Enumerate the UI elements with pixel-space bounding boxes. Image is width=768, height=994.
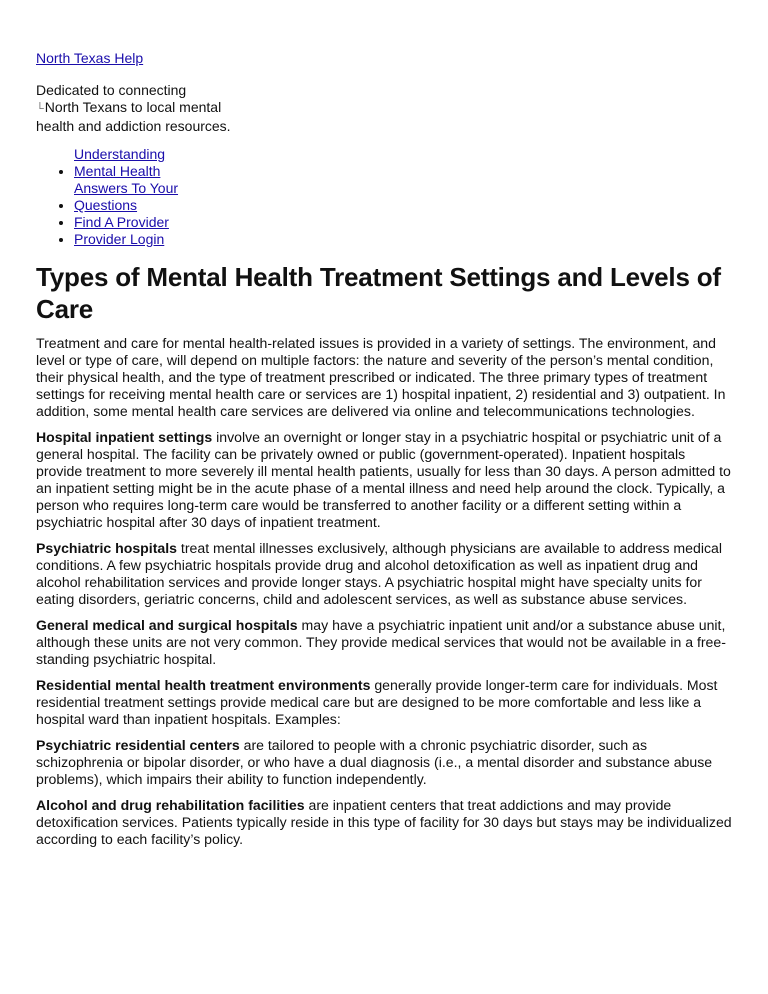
section-paragraph (36, 797, 732, 848)
section-text: treat mental illnesses exclusively, although physicians are available to address medical conditions. A few psychiatric hospitals provide drug and alcohol detoxification as well as inpatient drug and alcohol rehabilitation services and provide longer stays. A psychiatric hospital might have specialty units for eating disorders, geriatric concerns, child and adolescent services, as well as substance abuse services. (36, 540, 722, 607)
section-term: Residential mental health treatment environments (36, 677, 371, 693)
section-term: Psychiatric hospitals (36, 540, 177, 556)
site-home-link[interactable]: North Texas Help (36, 50, 144, 66)
section-paragraph (36, 617, 732, 668)
section-paragraph (36, 737, 732, 788)
section-term: Psychiatric residential centers (36, 737, 240, 753)
section-term: Hospital inpatient settings (36, 429, 213, 445)
nav-link-understanding-mental-health[interactable]: Understanding Mental Health (74, 146, 166, 179)
page-content (36, 50, 732, 848)
section-paragraph (36, 429, 732, 531)
section-text: are inpatient centers that treat addictions and may provide detoxification services. Patients typically reside in this type of facility for 30 days but stays may be individualized according to each facility’s policy. (36, 797, 732, 847)
intro-paragraph: Treatment and care for mental health-related issues is provided in a variety of settings. The environment, and level or type of care, will depend on multiple factors: the nature and severity of the person’s mental condition, their physical health, and the type of treatment prescribed or indicated. The three primary types of treatment settings for receiving mental health care or services are 1) hospital inpatient, 2) residential and 3) outpatient. In addition, some mental health care services are delivered via online and telecommunications technologies. (36, 335, 726, 419)
section-paragraph (36, 677, 732, 728)
tagline-rest: North Texans to local mental health and addiction resources. (36, 99, 231, 134)
section-term: General medical and surgical hospitals (36, 617, 298, 633)
site-tagline (36, 82, 256, 135)
nav-link-provider-login[interactable]: Provider Login (74, 231, 165, 247)
tagline-line1: Dedicated to connecting (36, 82, 187, 98)
nav-item (74, 180, 732, 214)
section-text: may have a psychiatric inpatient unit and/or a substance abuse unit, although these units are not very common. They provide medical services that would not be available in a free-standing psychiatric hospital. (36, 617, 726, 667)
corner-mark-icon: └ (36, 103, 44, 115)
nav-list (36, 146, 732, 248)
nav-link-answers[interactable]: Answers To Your Questions (74, 180, 179, 213)
nav-item (74, 231, 732, 248)
nav-item (74, 146, 732, 180)
section-text: generally provide longer-term care for individuals. Most residential treatment settings provide medical care but are designed to be more comfortable and less like a hospital ward than inpatient hospitals. Examples: (36, 677, 718, 727)
section-term: Alcohol and drug rehabilitation facilities (36, 797, 305, 813)
page-title: Types of Mental Health Treatment Settings and Levels of Care (36, 262, 721, 324)
section-text: involve an overnight or longer stay in a psychiatric hospital or psychiatric unit of a general hospital. The facility can be privately owned or public (government-operated). Inpatient hospitals provide treatment to more severely ill mental health patients, usually for less than 30 days. A person admitted to an inpatient setting might be in the acute phase of a mental illness and need help around the clock. Typically, a person who requires long-term care would be transferred to another facility or a different setting within a psychiatric hospital after 30 days of inpatient treatment. (36, 429, 731, 530)
nav-item (74, 214, 732, 231)
section-paragraph (36, 540, 732, 608)
section-text: are tailored to people with a chronic psychiatric disorder, such as schizophrenia or bipolar disorder, or who have a dual diagnosis (i.e., a mental disorder and substance abuse problems), which impairs their ability to function independently. (36, 737, 713, 787)
nav-link-find-provider[interactable]: Find A Provider (74, 214, 169, 230)
